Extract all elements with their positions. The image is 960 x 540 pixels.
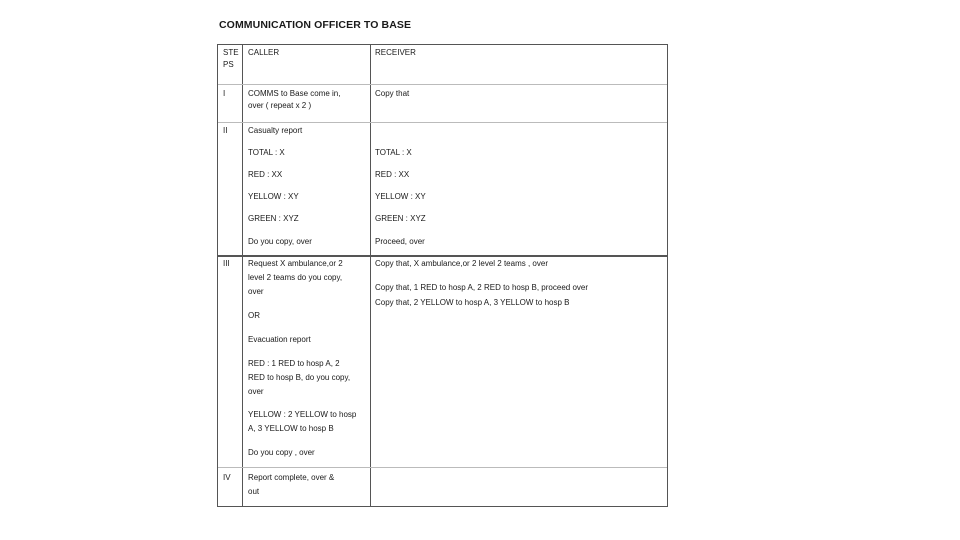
caller-text: Do you copy, over: [248, 237, 312, 246]
caller-text: COMMS to Base come in,: [248, 89, 341, 98]
header-steps: [223, 48, 241, 70]
table-row: [218, 467, 667, 507]
caller-text: YELLOW : 2 YELLOW to hosp: [248, 410, 357, 419]
step-label: III: [223, 259, 230, 268]
table-row: [218, 122, 667, 256]
caller-text: Do you copy , over: [248, 448, 315, 457]
caller-text: RED : 1 RED to hosp A, 2: [248, 359, 340, 368]
header-caller: CALLER: [248, 48, 280, 57]
caller-text: out: [248, 487, 260, 496]
caller-text: OR: [248, 311, 260, 320]
header-steps-line2: PS: [223, 60, 234, 69]
caller-text: over: [248, 387, 264, 396]
caller-text: GREEN : XYZ: [248, 214, 299, 223]
table-header-row: [218, 45, 667, 84]
caller-text: YELLOW : XY: [248, 192, 299, 201]
receiver-text: TOTAL : X: [375, 148, 412, 157]
caller-text: Evacuation report: [248, 335, 311, 344]
receiver-text: Copy that, 1 RED to hosp A, 2 RED to hosp B, proceed over: [375, 283, 589, 292]
caller-text: over ( repeat x 2 ): [248, 101, 312, 110]
communication-table: [217, 44, 668, 507]
receiver-text: YELLOW : XY: [375, 192, 426, 201]
caller-text: RED to hosp B, do you copy,: [248, 373, 351, 382]
caller-text: RED : XX: [248, 170, 283, 179]
receiver-text: Copy that, 2 YELLOW to hosp A, 3 YELLOW to hosp B: [375, 298, 570, 307]
caller-text: A, 3 YELLOW to hosp B: [248, 424, 334, 433]
step-label: IV: [223, 473, 231, 482]
caller-text: Request X ambulance,or 2: [248, 259, 343, 268]
header-receiver: RECEIVER: [375, 48, 416, 57]
caller-text: Report complete, over &: [248, 473, 335, 482]
table-row: [218, 84, 667, 123]
receiver-text: RED : XX: [375, 170, 410, 179]
receiver-text: GREEN : XYZ: [375, 214, 426, 223]
caller-text: level 2 teams do you copy,: [248, 273, 343, 282]
header-steps-line1: STE: [223, 48, 239, 57]
step-label: II: [223, 126, 228, 135]
caller-text: Casualty report: [248, 126, 303, 135]
table-row: [218, 255, 667, 469]
receiver-text: Copy that, X ambulance,or 2 level 2 teams , over: [375, 259, 548, 268]
receiver-text: Proceed, over: [375, 237, 425, 246]
page-title: COMMUNICATION OFFICER TO BASE: [219, 19, 412, 31]
receiver-text: Copy that: [375, 89, 410, 98]
caller-text: over: [248, 287, 264, 296]
step-label: I: [223, 89, 226, 98]
caller-text: TOTAL : X: [248, 148, 285, 157]
